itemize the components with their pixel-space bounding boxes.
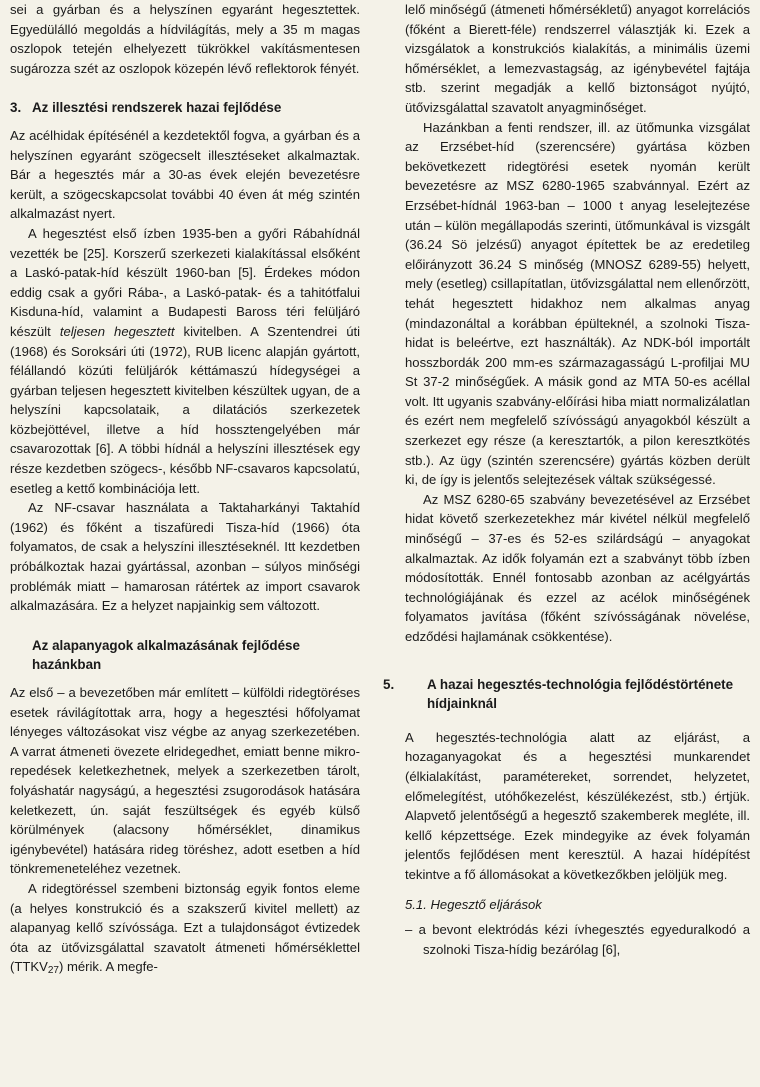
paragraph-3c: Az NF-csavar használata a Taktaharkányi Taktahíd (1962) és főként a tiszafüredi Tisza-híd (1966) óta folyamatos, de csak a helyszíni illesztéseknél. Itt kezdetben próbálkoztak hazai gyártással, azonban – súlyos minőségi problémák miatt – hamarosan rátértek az import csavarok alkalmazására. Ez a helyzet napjainkig sem változott.	[10, 500, 360, 614]
right-column	[383, 0, 750, 959]
section-4-heading	[10, 636, 360, 675]
paragraph-5a: A hegesztés-technológia alatt az eljárást, a hozaganyagokat és a hegesztési munkarendet (élkialakítást, paramétereket, sorrendet, helyzetet, előmelegítést, utóhőkezelést, készülékezést, stb.) értjük. Alapvető jelentőségű a hegesztő szakemberek megléte, ill. kellő képzettsége. Ezek mindegyike az évek folyamán jelentős fejlődésen ment keresztül. A hazai hídépítést tekintve a fő állomásokat a következőkben jelöljük meg.	[405, 729, 750, 882]
paragraph-4b	[10, 879, 360, 981]
paragraph-3b-text-2: kivitelben. A Szentendrei úti (1968) és Soroksári úti (1972), RUB licenc alapján gyártott, félállandó közúti felüljárók kéttámaszú hídegységei a gyárban teljesen hegesztett kivitelben készültek ugyan, de a helyszíni kapcsolataik, a dilatációs szerkezetek közbejöttével, illetve a híd hossztengelyében már csavarozottak [6]. A többi hídnál a helyszíni illesztések egy része kezdetben szögecs-, később NF-csavaros kapcsolatú, esetleg a kettő kombinációja lett.	[10, 323, 361, 496]
section-3-heading	[10, 98, 360, 118]
section-5-number: 5.	[383, 676, 395, 692]
paragraph-3a: Az acélhidak építésénél a kezdetektől fogva, a gyárban és a helyszínen egyaránt szögecselt illesztéseket alkalmaztak. Bár a hegesztés már a 30-as évek elején bevezetésre került, a szögecskapcsolat további 40 éven át még szintén alkalmazást nyert.	[10, 127, 360, 222]
section-4-title: Az alapanyagok alkalmazásának fejlődése hazánkban	[32, 637, 300, 673]
section-3-number: 3.	[10, 100, 22, 116]
subsection-5-1-heading: 5.1. Hegesztő eljárások	[405, 896, 542, 912]
paragraph-3b-text-1: A hegesztést első ízben 1935-ben a győri Rábahídnál vezették be [25]. Korszerű szerkezeti kialakítással elsőként a Laskó-patak-híd készült 1960-ban [5]. Érdekes módon eddig csak a győri Rába-, a Laskó-patak- és a tahitótfalui Kisduna-híd, valamint a Budapesti Baross téri felüljáró készült	[10, 225, 360, 339]
paragraph-4b-text-2: ) mérik. A megfe-	[58, 959, 158, 975]
paragraph-right-b: Hazánkban a fenti rendszer, ill. az ütőmunka vizsgálat az Erzsébet-híd (szerencsére) gyártása közben bekövetkezett ridegtörési esetek nyomán került bevezetésre az MSZ 6280-1965 szabvánnyal. Ezért az Erzsébet-hídnál 1963-ban – 1000 t anyag leselejtezése után – külön megállapodás szerinti, ütőmunkával is vizsgált (36.24 Sö jelzésű) anyagot építettek be az eredetileg előirányzott 36.24 S minőség (MNOSZ 6289-55) helyett, mely (esetleg) csillapítatlan, ütővizsgálattal nem ellenőrzött, tehát hegesztett hidakhoz nem alkalmas anyag (mindazonáltal a korábban épülteknél, a szolnoki Tisza-hidat is beleértve, ezt használták). Az NDK-ból importált hosszbordák 200 mm-es származagasságú L-profiljai MU St 37-2 minőségűek. A másik gond az MTA 50-es acéllal volt. Itt ugyanis szabvány-előírási hiba miatt normalizálatlan és ezért nem megfelelő szívósságú anyagokból készült a szerkezet egy része (a keresztartók, a pilon keresztkötés stb.). Az ügy (szintén szerencsére) gyártás közben derült ki, de így is jelentős selejtezések váltak szükségessé.	[405, 119, 750, 488]
section-5-title: A hazai hegesztés-technológia fejlődéstörténete hídjainknál	[427, 676, 734, 712]
left-column	[10, 0, 360, 981]
paragraph-3b-italic: teljesen hegesztett	[59, 323, 175, 339]
paragraph-4b-text-1: A ridegtöréssel szembeni biztonság egyik fontos eleme (a helyes konstrukció és a szakszerű kivitel mellett) az alapanyag kellő szívóssága. Ezt a tulajdonságot évtizedek óta az ütővizsgálattal szavatolt átmeneti hőmérséklettel (TTKV	[10, 880, 360, 975]
paragraph-right-cont: lelő minőségű (átmeneti hőmérsékletű) anyagot korrelációs (főként a Bierett-féle) rendszerrel választják ki. Ezek a vizsgálatok a konstrukciós kialakítás, a minimális üzemi hőmérséklet, a lemezvastagság, az igénybevétel fajtája stb. szerint megadják a kellő biztonságot nyújtó, ütővizsgálattal szavatolt anyagminőséget.	[405, 2, 750, 115]
paragraph-4a: Az első – a bevezetőben már említett – külföldi ridegtöréses esetek rávilágítottak arra, hogy a hegesztési hőfolyamat lényeges változásokat visz végbe az anyag szerkezetében. A varrat átmeneti övezete elridegedhet, emiatt benne mikro-repedések keletkezhetnek, melyek a szerkezetben tárolt, folyáshatár nagyságú, a hegesztési zsugorodások hatására keletkezett, ún. saját feszültségek és egyéb külső körülmények (alacsony hőmérséklet, dinamikus igénybevétel) hatására rideg töréshez, adott esetben a híd tönkremeneteléhez vezetnek.	[10, 685, 360, 877]
list-item: – a bevont elektródás kézi ívhegesztés egyeduralkodó a szolnoki Tisza-hídig bezárólag [6],	[405, 922, 750, 957]
section-4-number	[10, 636, 32, 656]
section-3-title: Az illesztési rendszerek hazai fejlődése	[32, 100, 282, 116]
paragraph-3b	[10, 224, 360, 498]
paragraph-4b-subscript: 27	[47, 965, 59, 977]
section-5-heading	[383, 675, 750, 714]
paragraph-right-c: Az MSZ 6280-65 szabvány bevezetésével az Erzsébet hidat követő szerkezetekhez már kivétel nélkül megfelelő minőségű – 37-es és 52-es szilárdságú – anyagokat alkalmaztak. Az idők folyamán ezt a szabványt több ízben módosították. Ennél fontosabb azonban az acélgyártás technológiájának és ezzel az acélok minőségének folyamatos javítása (főként szívósságának növelése, edződési hajlamának csökkentése).	[405, 491, 750, 644]
paragraph-intro: sei a gyárban és a helyszínen egyaránt hegesztettek. Egyedülálló megoldás a hídvilágítás, mely a 35 m magas oszlopok tetején elhelyezett tükrökkel vakításmentesen sugározza szét az oszlopok közepén lévő reflektorok fényét.	[10, 2, 360, 76]
